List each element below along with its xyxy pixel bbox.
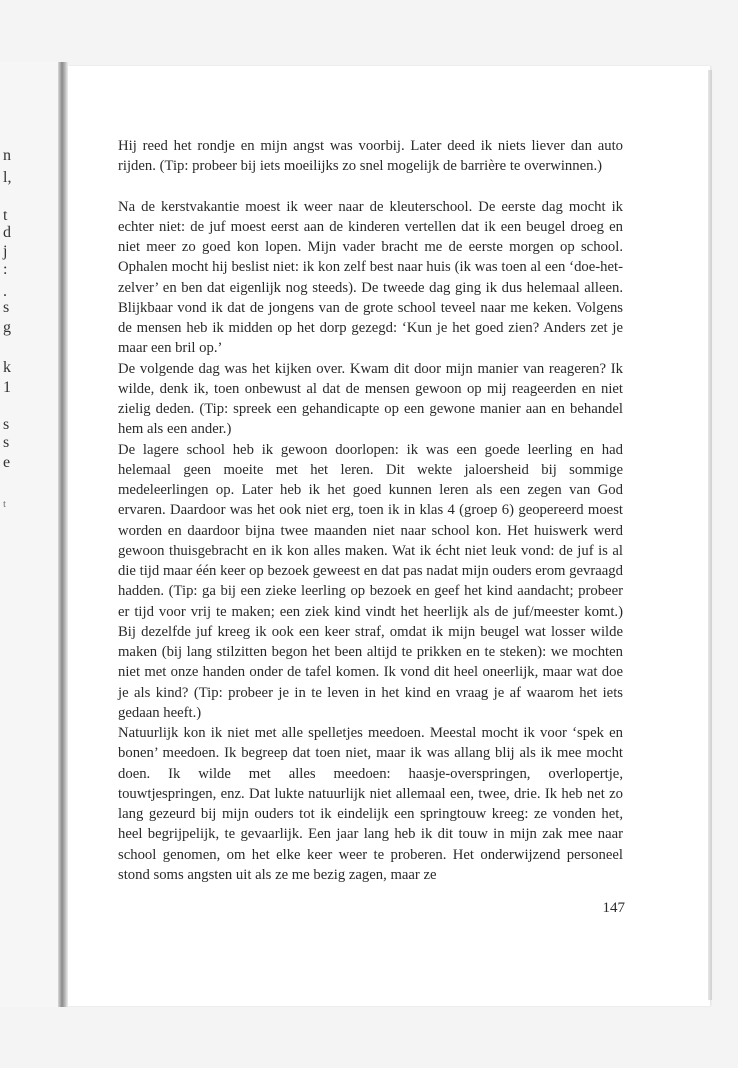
paragraph: Na de kerstvakantie moest ik weer naar de kleuterschool. De eerste dag mocht ik echter niet: de juf moest eerst aan de kinderen vertellen dat ik een beugel droeg en niet meer zo goed kon lopen. Mijn vader bracht me de eerste morgen op school. Ophalen mocht hij beslist niet: ik kon zelf best naar huis (ik was toen al een ‘doe-het-zelver’ en ben dat eigenlijk nog steeds). De tweede dag ging ik dus helemaal alleen. Blijkbaar vond ik dat de jongens van de grote school teveel naar me keken. Volgens de mensen heb ik midden op het dorp gezegd: ‘Kun je het goed zien? Anders zet je maar een bril op.’ xyxy=(118,198,623,357)
left-page-letter: s xyxy=(3,416,10,433)
left-page-letter: j xyxy=(3,243,8,260)
left-page-letter: e xyxy=(3,454,11,471)
left-page-letter: 1 xyxy=(3,379,11,396)
left-page-letter: : xyxy=(3,261,8,278)
paragraph: De lagere school heb ik gewoon doorlopen: ik was een goede leerling en had helemaal geen moeite met het leren. Dit wekte jaloersheid bij sommige medeleerlingen op. Later heb ik het goed kunnen leren als een zegen van God ervaren. Daardoor was het ook niet erg, toen ik in klas 4 (groep 6) geopereerd moest worden en daardoor bijna twee maanden niet naar school kon. Het huiswerk werd gewoon thuisgebracht en ik kon alles maken. Wat ik écht niet leuk vond: de juf is al die tijd maar één keer op bezoek geweest en dat pas nadat mijn ouders erom gevraagd hadden. (Tip: ga bij een zieke leerling op bezoek en geef het kind aandacht; probeer er tijd voor vrij te maken; een ziek kind vindt het heerlijk als de juf/meester komt.) Bij dezelfde juf kreeg ik ook een keer straf, omdat ik mijn beugel wat losser wilde maken (bij lang stilzitten begon het been altijd te prikken en te steken): we mochten niet met onze handen onder de tafel komen. Ik vond dit heel oneerlijk, maar wat doe je als kind? (Tip: probeer je in te leven in het kind en vraag je af waarom het iets gedaan heeft.) xyxy=(118,441,623,721)
book-gutter xyxy=(58,62,68,1007)
left-page-letter: n xyxy=(3,147,11,164)
page-edge xyxy=(708,70,712,1000)
paragraph: Hij reed het rondje en mijn angst was voorbij. Later deed ik niets liever dan auto rijden. (Tip: probeer bij iets moeilijks zo snel mogelijk de barrière te overwinnen.) xyxy=(118,138,623,175)
left-page-letter: t xyxy=(3,207,8,224)
paragraph: De volgende dag was het kijken over. Kwam dit door mijn manier van reageren? Ik wilde, denk ik, toen onbewust al dat de mensen gewoon op mij reageerden en niet zielig deden. (Tip: spreek een gehandicapte op een gewone manier aan en behandel hem als een ander.) xyxy=(118,360,623,438)
page-number: 147 xyxy=(602,900,625,916)
left-page-letter: s xyxy=(3,434,10,451)
left-page-letter: t xyxy=(3,498,7,510)
left-page-letter: d xyxy=(3,224,11,241)
left-page-letter: k xyxy=(3,359,11,376)
left-page-edge xyxy=(0,62,62,1007)
left-page-letter: s xyxy=(3,299,10,316)
left-page-letter: . xyxy=(3,283,7,300)
paragraph: Natuurlijk kon ik niet met alle spelletjes meedoen. Meestal mocht ik voor ‘spek en bonen’ meedoen. Ik begreep dat toen niet, maar ik was allang blij als ik mee mocht doen. Ik wilde met alles meedoen: haasje-overspringen, overlopertje, touwtjespringen, enz. Dat lukte natuurlijk niet allemaal een, twee, drie. Ik heb net zo lang gezeurd bij mijn ouders tot ik eindelijk een springtouw kreeg: ze vonden het, heel begrijpelijk, te gevaarlijk. Een jaar lang heb ik dit touw in mijn zak mee naar school genomen, om het elke keer weer te proberen. Het onderwijzend personeel stond soms angsten uit als ze me bezig zagen, maar ze xyxy=(118,725,623,883)
page-body xyxy=(118,136,623,885)
left-page-letter: g xyxy=(3,319,11,336)
left-page-letter: l, xyxy=(3,169,12,186)
